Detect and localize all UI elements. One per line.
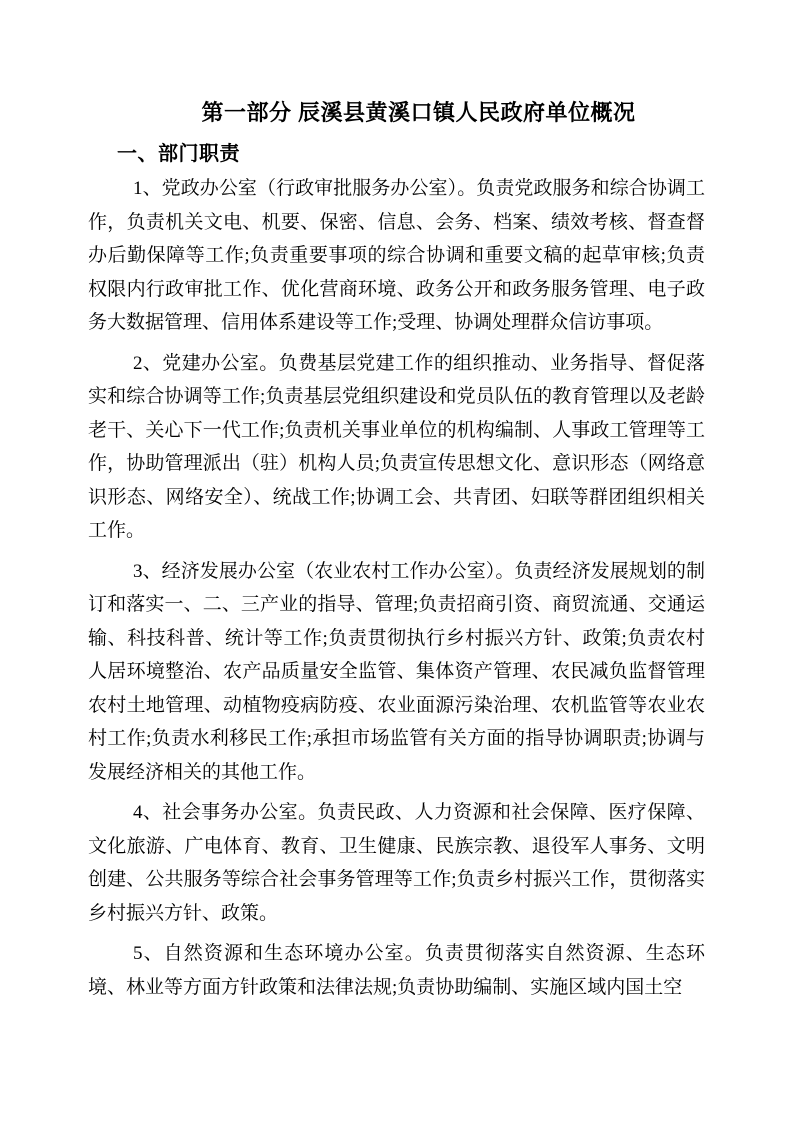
- document-title: 第一部分 辰溪县黄溪口镇人民政府单位概况: [201, 100, 636, 125]
- body-paragraph: 5、自然资源和生态环境办公室。负责贯彻落实自然资源、生态环境、林业等方面方针政策和法律法规;负责协助编制、实施区域内国土空: [88, 943, 705, 998]
- body-paragraph: 3、经济发展办公室（农业农村工作办公室）。负责经济发展规划的制订和落实一、二、三产业的指导、管理;负责招商引资、商贸流通、交通运输、科技科普、统计等工作;负责贯彻执行乡村振兴方针、政策;负责农村人居环境整治、农产品质量安全监管、集体资产管理、农民减负监督管理农村土地管理、动植物疫病防疫、农业面源污染治理、农机监管等农业农村工作;负责水利移民工作;承担市场监管有关方面的指导协调职责;协调与发展经济相关的其他工作。: [88, 560, 705, 783]
- body-paragraph: 2、党建办公室。负费基层党建工作的组织推动、业务指导、督促落实和综合协调等工作;负责基层党组织建设和党员队伍的教育管理以及老龄老干、关心下一代工作;负责机关事业单位的机构编制、人事政工管理等工作，协助管理派出（驻）机构人员;负责宣传思想文化、意识形态（网络意识形态、网络安全）、统战工作;协调工会、共青团、妇联等群团组织相关工作。: [88, 352, 705, 541]
- body-paragraph: 4、社会事务办公室。负责民政、人力资源和社会保障、医疗保障、文化旅游、广电体育、教育、卫生健康、民族宗教、退役军人事务、文明创建、公共服务等综合社会事务管理等工作;负责乡村振兴工作，贯彻落实乡村振兴方针、政策。: [88, 802, 705, 924]
- body-paragraph: 1、党政办公室（行政审批服务办公室）。负责党政服务和综合协调工作，负责机关文电、机要、保密、信息、会务、档案、绩效考核、督查督办后勤保障等工作;负责重要事项的综合协调和重要文稿的起草审核;负责权限内行政审批工作、优化营商环境、政务公开和政务服务管理、电子政务大数据管理、信用体系建设等工作;受理、协调处理群众信访事项。: [88, 178, 705, 333]
- section-body: [88, 172, 705, 1004]
- section-heading: 一、部门职责: [117, 143, 240, 165]
